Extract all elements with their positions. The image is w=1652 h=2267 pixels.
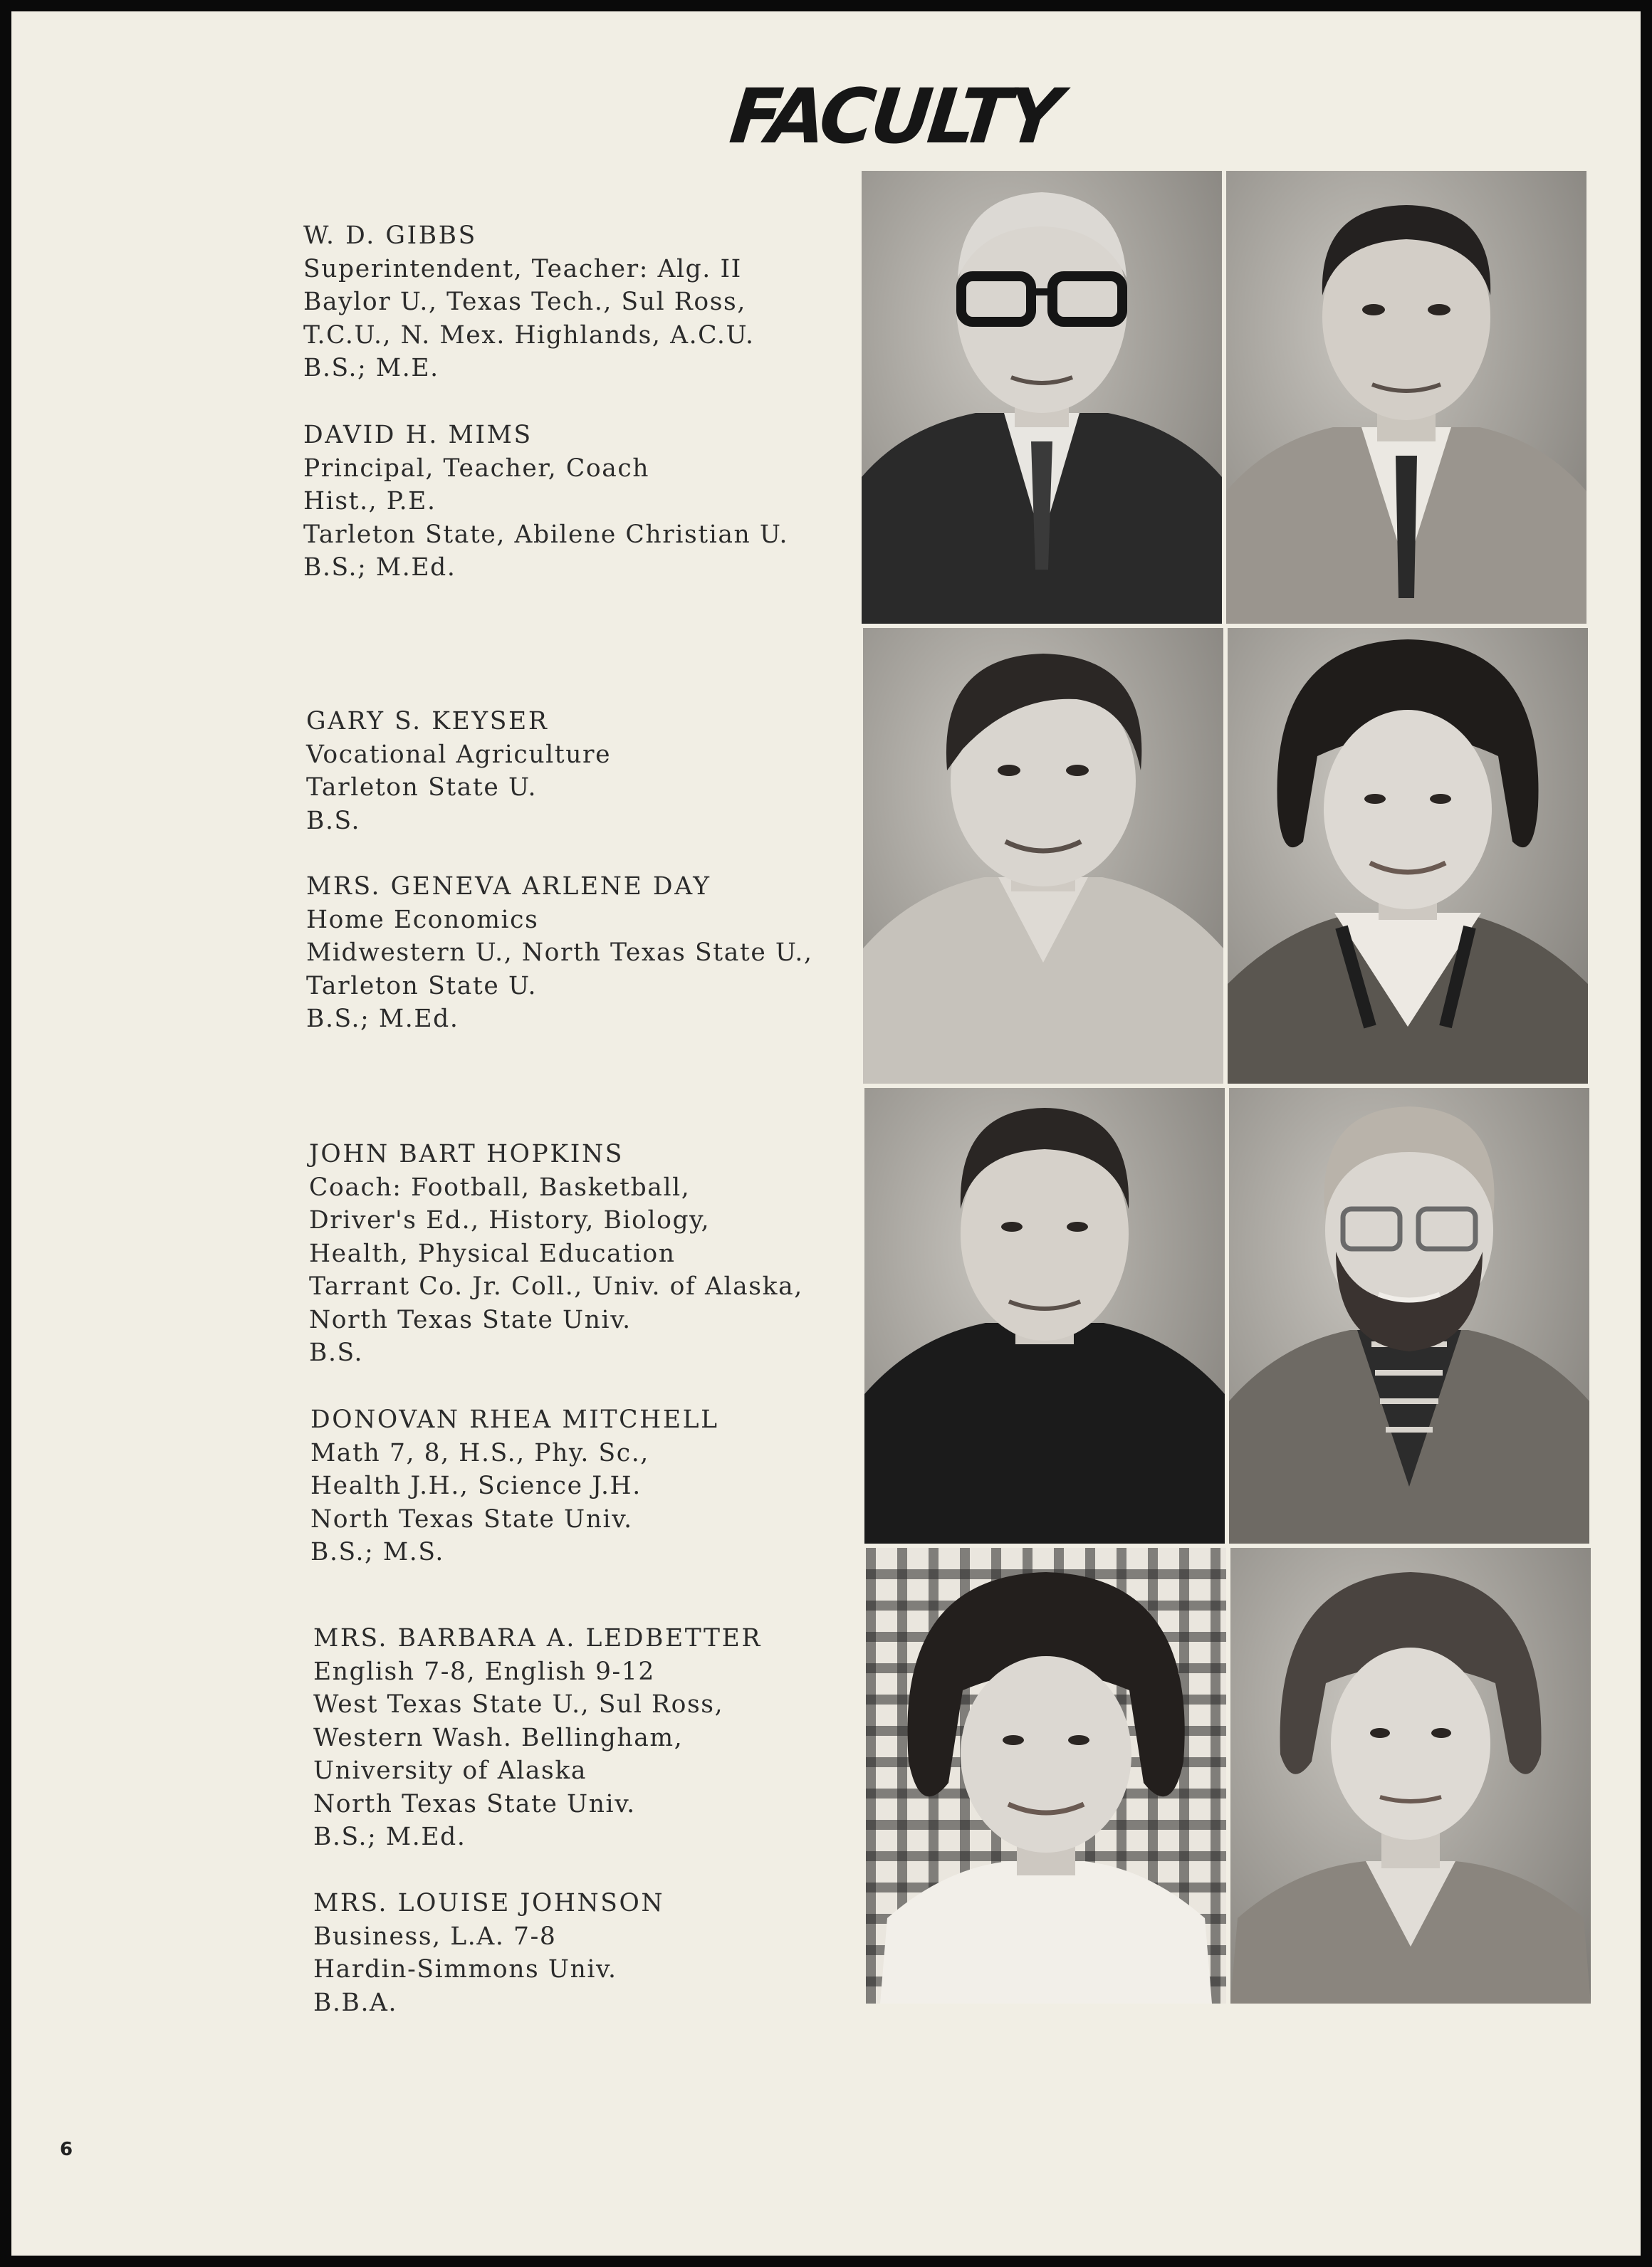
faculty-detail-line: Health J.H., Science J.H.: [310, 1472, 642, 1500]
portrait-johnson: [1230, 1548, 1591, 2004]
faculty-detail-line: Baylor U., Texas Tech., Sul Ross,: [303, 288, 746, 316]
yearbook-page: [11, 11, 1641, 2256]
faculty-entry-hopkins: [309, 1138, 803, 1370]
page-number: 6: [60, 2139, 73, 2160]
faculty-name: MRS. BARBARA A. LEDBETTER: [313, 1624, 762, 1653]
faculty-name: W. D. GIBBS: [303, 221, 477, 250]
faculty-detail-line: North Texas State Univ.: [310, 1504, 633, 1534]
faculty-detail-line: B.S.: [309, 1339, 364, 1367]
faculty-detail-line: North Texas State Univ.: [309, 1305, 632, 1334]
faculty-name: GARY S. KEYSER: [306, 707, 549, 735]
faculty-detail-line: Hist., P.E.: [303, 487, 436, 515]
faculty-entry-mims: [303, 419, 788, 585]
portrait-gibbs: [862, 171, 1222, 624]
faculty-entry-ledbetter: [313, 1622, 762, 1854]
faculty-detail-line: Business, L.A. 7-8: [313, 1922, 557, 1951]
faculty-detail-line: B.S.: [306, 806, 361, 835]
faculty-detail-line: Vocational Agriculture: [306, 740, 612, 769]
faculty-detail-line: Coach: Football, Basketball,: [309, 1173, 691, 1202]
faculty-detail-line: B.S.; M.S.: [310, 1538, 444, 1566]
faculty-entry-day: [306, 870, 813, 1036]
portrait-hopkins: [864, 1088, 1225, 1544]
portrait-day: [1228, 628, 1588, 1084]
faculty-detail-line: Tarleton State, Abilene Christian U.: [303, 520, 789, 549]
page-title: FACULTY: [726, 73, 1062, 160]
faculty-detail-line: B.B.A.: [313, 1988, 398, 2017]
faculty-detail-line: B.S.; M.Ed.: [306, 1005, 459, 1033]
faculty-name: MRS. LOUISE JOHNSON: [313, 1889, 665, 1917]
faculty-detail-line: B.S.; M.Ed.: [303, 553, 456, 582]
faculty-detail-line: Western Wash. Bellingham,: [313, 1723, 684, 1752]
faculty-detail-line: T.C.U., N. Mex. Highlands, A.C.U.: [303, 320, 755, 350]
faculty-entry-mitchell: [310, 1403, 719, 1569]
faculty-detail-line: B.S.; M.Ed.: [313, 1823, 466, 1851]
faculty-detail-line: Hardin-Simmons Univ.: [313, 1955, 617, 1984]
faculty-detail-line: Tarrant Co. Jr. Coll., Univ. of Alaska,: [309, 1272, 803, 1301]
faculty-detail-line: English 7-8, English 9-12: [313, 1657, 655, 1686]
faculty-detail-line: Math 7, 8, H.S., Phy. Sc.,: [310, 1438, 649, 1467]
faculty-name: JOHN BART HOPKINS: [309, 1140, 624, 1168]
faculty-detail-line: North Texas State Univ.: [313, 1789, 636, 1818]
faculty-detail-line: University of Alaska: [313, 1756, 587, 1785]
faculty-entry-johnson: [313, 1887, 664, 2019]
faculty-name: DAVID H. MIMS: [303, 421, 533, 449]
faculty-detail-line: West Texas State U., Sul Ross,: [313, 1690, 724, 1719]
faculty-detail-line: Health, Physical Education: [309, 1239, 676, 1268]
portrait-keyser: [863, 628, 1223, 1084]
faculty-detail-line: B.S.; M.E.: [303, 354, 439, 382]
faculty-name: MRS. GENEVA ARLENE DAY: [306, 872, 711, 901]
faculty-detail-line: Tarleton State U.: [306, 971, 538, 1000]
faculty-detail-line: Midwestern U., North Texas State U.,: [306, 938, 813, 967]
faculty-detail-line: Superintendent, Teacher: Alg. II: [303, 254, 742, 283]
faculty-detail-line: Tarleton State U.: [306, 773, 538, 802]
portrait-ledbetter: [866, 1548, 1226, 2004]
portrait-mims: [1226, 171, 1586, 624]
portrait-mitchell: [1229, 1088, 1589, 1544]
faculty-detail-line: Driver's Ed., History, Biology,: [309, 1206, 711, 1235]
faculty-entry-gibbs: [303, 219, 755, 385]
faculty-entry-keyser: [306, 705, 611, 837]
faculty-name: DONOVAN RHEA MITCHELL: [310, 1405, 719, 1434]
faculty-detail-line: Home Economics: [306, 905, 539, 934]
faculty-detail-line: Principal, Teacher, Coach: [303, 454, 650, 483]
